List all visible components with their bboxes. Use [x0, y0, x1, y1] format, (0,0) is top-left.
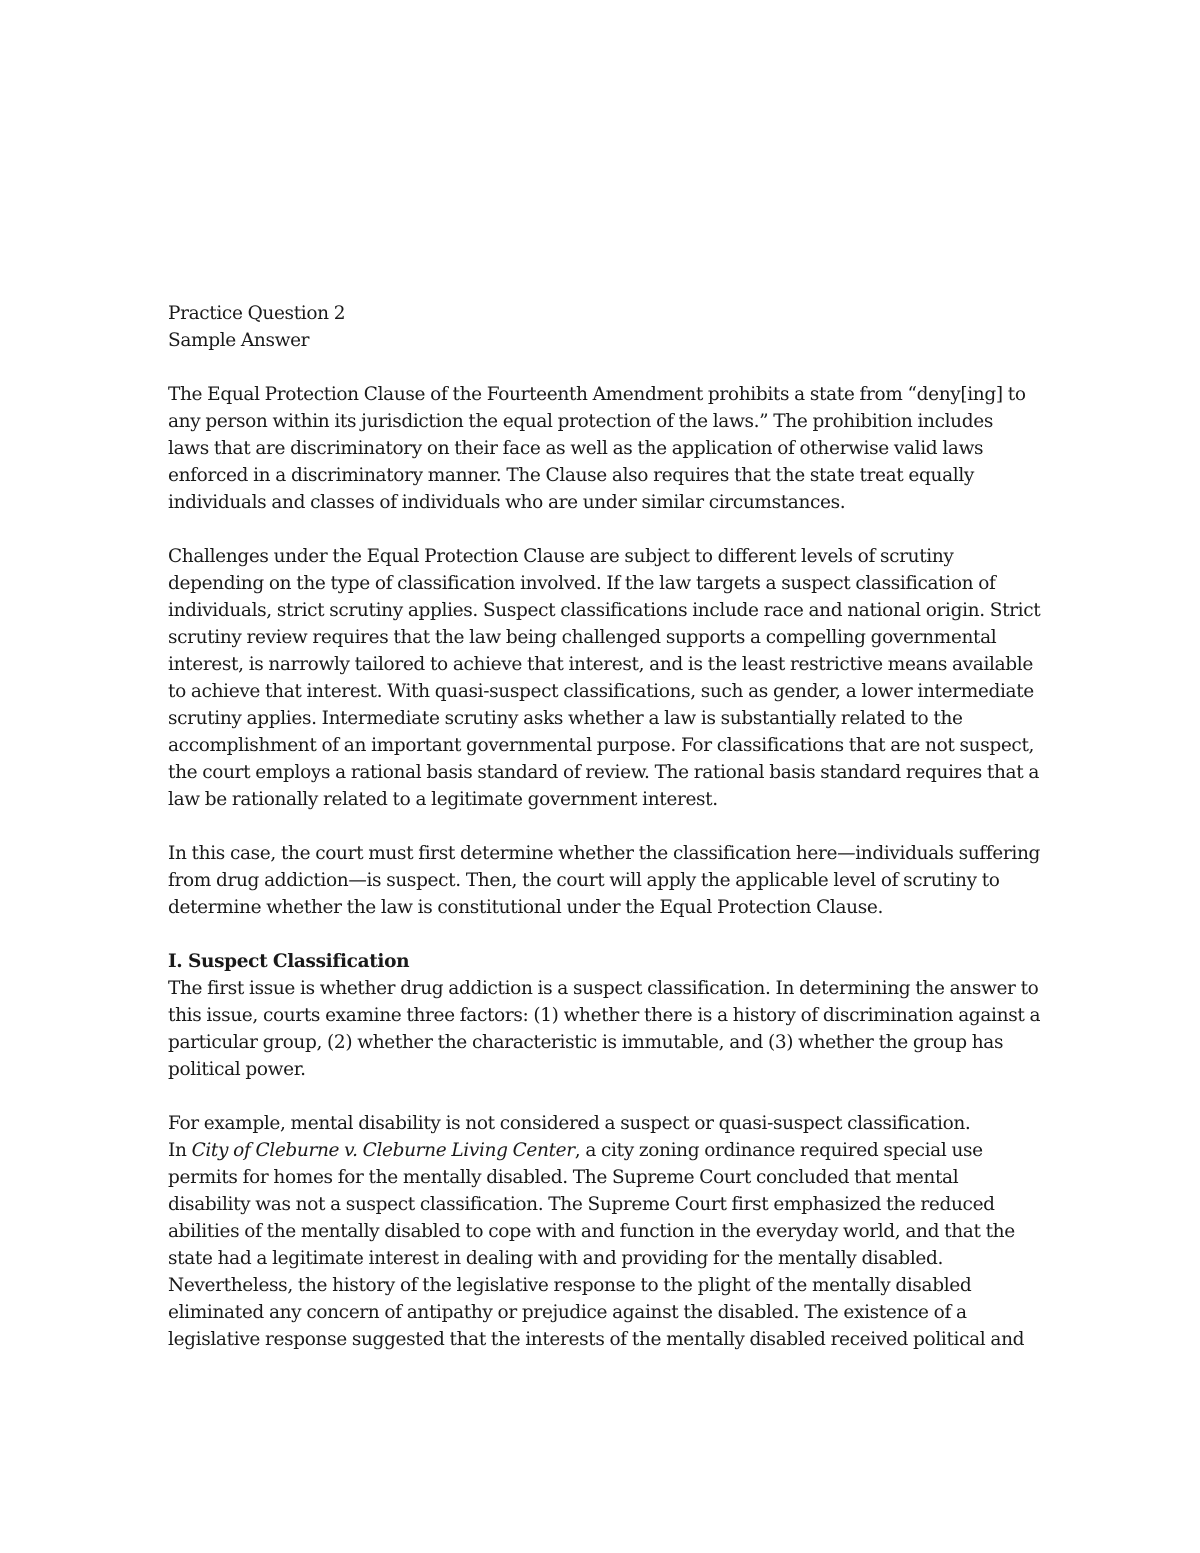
- paragraph-line: this issue, courts examine three factors: (1) whether there is a history of discrimination against a: [168, 1005, 1041, 1026]
- paragraph-line: accomplishment of an important governmental purpose. For classifications that are not suspect,: [168, 735, 1035, 756]
- case-name: City of Cleburne v. Cleburne Living Center: [191, 1140, 575, 1161]
- paragraph-line-with-case: [168, 1137, 1048, 1164]
- paragraph-line: The first issue is whether drug addiction is a suspect classification. In determining the answer to: [168, 978, 1039, 999]
- paragraph-line: eliminated any concern of antipathy or prejudice against the disabled. The existence of a: [168, 1302, 967, 1323]
- paragraph-2: [168, 543, 1048, 813]
- paragraph-line: depending on the type of classification involved. If the law targets a suspect classification of: [168, 573, 996, 594]
- paragraph-line: enforced in a discriminatory manner. The Clause also requires that the state treat equally: [168, 465, 974, 486]
- paragraph-line: abilities of the mentally disabled to cope with and function in the everyday world, and that the: [168, 1221, 1015, 1242]
- header-title: Practice Question 2: [168, 303, 346, 324]
- paragraph-line: disability was not a suspect classification. The Supreme Court first emphasized the reduced: [168, 1194, 995, 1215]
- paragraph-line: determine whether the law is constitutional under the Equal Protection Clause.: [168, 897, 884, 918]
- paragraph-line: interest, is narrowly tailored to achieve that interest, and is the least restrictive means available: [168, 654, 1033, 675]
- paragraph-line: scrutiny applies. Intermediate scrutiny asks whether a law is substantially related to the: [168, 708, 963, 729]
- section-heading: I. Suspect Classification: [168, 951, 410, 972]
- paragraph-line: any person within its jurisdiction the equal protection of the laws.” The prohibition includes: [168, 411, 993, 432]
- paragraph-line: scrutiny review requires that the law being challenged supports a compelling governmental: [168, 627, 997, 648]
- paragraph-5: [168, 1110, 1048, 1353]
- paragraph-3: [168, 840, 1048, 921]
- paragraph-line: individuals and classes of individuals who are under similar circumstances.: [168, 492, 846, 513]
- document-body: [168, 300, 1048, 1380]
- line-suffix: , a city zoning ordinance required special use: [574, 1140, 983, 1161]
- paragraph-line: For example, mental disability is not considered a suspect or quasi-suspect classification.: [168, 1113, 971, 1134]
- header-subtitle: Sample Answer: [168, 330, 310, 351]
- paragraph-line: In this case, the court must first determine whether the classification here—individuals suffering: [168, 843, 1041, 864]
- line-prefix: In: [168, 1140, 192, 1161]
- section-suspect-classification: [168, 948, 1048, 975]
- paragraph-line: from drug addiction—is suspect. Then, the court will apply the applicable level of scrutiny to: [168, 870, 1000, 891]
- paragraph-line: legislative response suggested that the interests of the mentally disabled received political and: [168, 1329, 1025, 1350]
- paragraph-line: Challenges under the Equal Protection Clause are subject to different levels of scrutiny: [168, 546, 954, 567]
- paragraph-1: [168, 381, 1048, 516]
- paragraph-line: permits for homes for the mentally disabled. The Supreme Court concluded that mental: [168, 1167, 959, 1188]
- paragraph-line: law be rationally related to a legitimate government interest.: [168, 789, 718, 810]
- paragraph-4: [168, 975, 1048, 1083]
- document-header: [168, 300, 1048, 354]
- paragraph-line: Nevertheless, the history of the legislative response to the plight of the mentally disabled: [168, 1275, 972, 1296]
- paragraph-line: the court employs a rational basis standard of review. The rational basis standard requires that a: [168, 762, 1040, 783]
- paragraph-line: individuals, strict scrutiny applies. Suspect classifications include race and national origin. Strict: [168, 600, 1041, 621]
- paragraph-line: to achieve that interest. With quasi-suspect classifications, such as gender, a lower intermediate: [168, 681, 1034, 702]
- paragraph-line: particular group, (2) whether the characteristic is immutable, and (3) whether the group has: [168, 1032, 1004, 1053]
- paragraph-line: The Equal Protection Clause of the Fourteenth Amendment prohibits a state from “deny[ing] to: [168, 384, 1026, 405]
- paragraph-line: state had a legitimate interest in dealing with and providing for the mentally disabled.: [168, 1248, 944, 1269]
- paragraph-line: political power.: [168, 1059, 306, 1080]
- paragraph-line: laws that are discriminatory on their face as well as the application of otherwise valid laws: [168, 438, 984, 459]
